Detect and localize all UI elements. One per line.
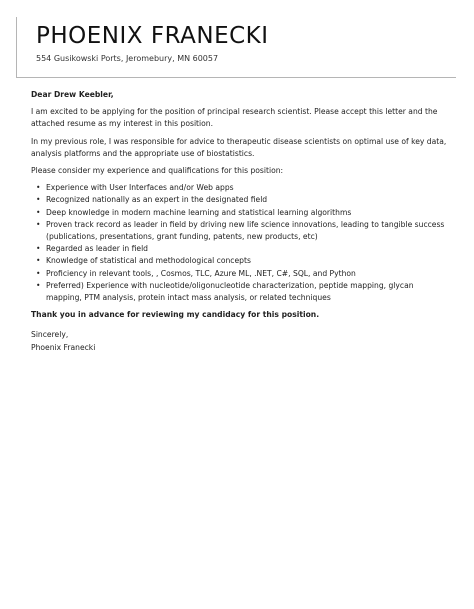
list-item-text: Experience with User Interfaces and/or Web apps — [46, 183, 234, 193]
list-item-text: Deep knowledge in modern machine learning and statistical learning algorithms — [46, 207, 352, 217]
bullet-icon: • — [36, 280, 41, 290]
bullet-icon: • — [36, 195, 41, 205]
list-item — [36, 280, 451, 304]
thanks-line: Thank you in advance for reviewing my candidacy for this position. — [31, 310, 320, 320]
qualifications-list — [31, 182, 451, 304]
list-item — [36, 255, 451, 267]
list-item-text: Proven track record as leader in field by driving new life science innovations, leading to tangible success (publications, presentations, grant funding, patents, new products, etc) — [46, 219, 445, 242]
list-item — [36, 268, 451, 280]
applicant-name: PHOENIX FRANECKI — [36, 23, 269, 49]
greeting: Dear Drew Keebler, — [31, 90, 114, 99]
closing: Sincerely, — [31, 330, 69, 340]
bullet-icon: • — [36, 268, 41, 278]
bullet-icon: • — [36, 183, 41, 193]
letter-header — [16, 17, 456, 78]
list-item-text: Recognized nationally as an expert in the designated field — [46, 195, 268, 205]
bullet-icon: • — [36, 219, 41, 229]
bullet-icon: • — [36, 244, 41, 254]
list-item — [36, 219, 451, 243]
intro-paragraph: I am excited to be applying for the position of principal research scientist. Please accept this letter and the attached resume as my interest in this position. — [31, 107, 438, 129]
list-item-text: Knowledge of statistical and methodological concepts — [46, 256, 251, 266]
list-item — [36, 243, 451, 255]
list-item-text: Proficiency in relevant tools, , Cosmos, TLC, Azure ML, .NET, C#, SQL, and Python — [46, 268, 356, 278]
list-intro: Please consider my experience and qualifications for this position: — [31, 166, 284, 176]
applicant-address: 554 Gusikowski Ports, Jeromebury, MN 60057 — [36, 54, 219, 63]
list-item — [36, 207, 451, 219]
bullet-icon: • — [36, 207, 41, 217]
letter-body — [31, 89, 451, 354]
list-item — [36, 194, 451, 206]
previous-role-paragraph: In my previous role, I was responsible for advice to therapeutic disease scientists on optimal use of key data, analysis platforms and the appropriate use of biostatistics. — [31, 136, 447, 158]
signature: Phoenix Franecki — [31, 342, 96, 352]
bullet-icon: • — [36, 256, 41, 266]
list-item-text: Preferred) Experience with nucleotide/oligonucleotide characterization, peptide mapping, glycan mapping, PTM analysis, protein intact mass analysis, or related techniques — [46, 280, 414, 303]
list-item-text: Regarded as leader in field — [46, 244, 149, 254]
list-item — [36, 182, 451, 194]
